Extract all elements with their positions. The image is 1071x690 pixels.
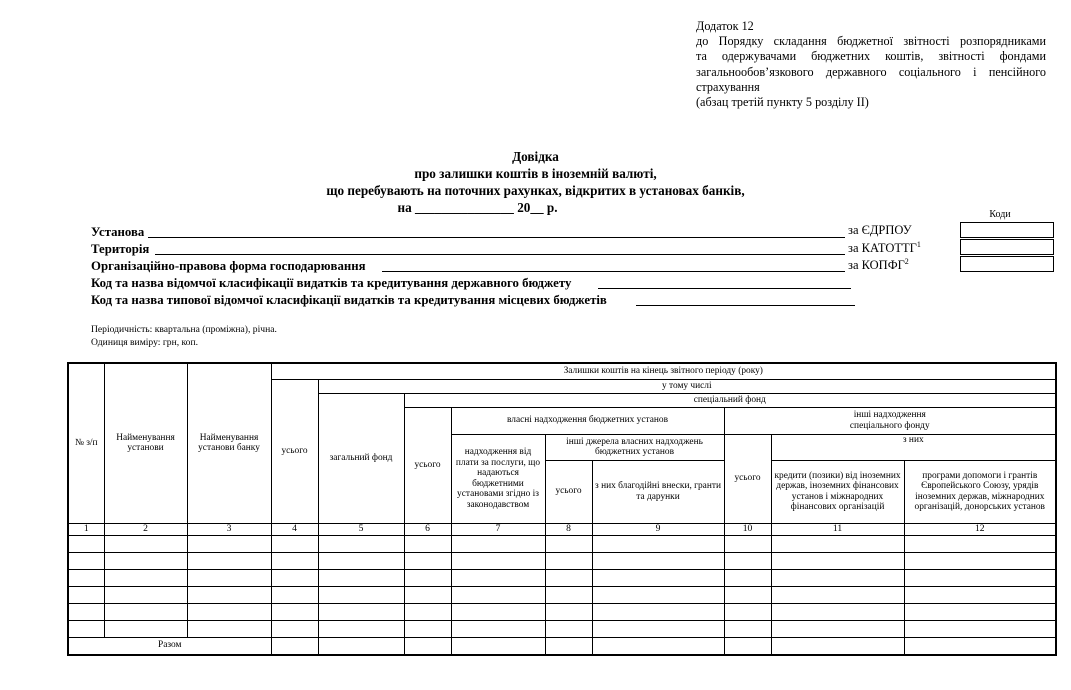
doc-subtitle: про залишки коштів в іноземній валюті, bbox=[414, 166, 657, 181]
appendix-line: до Порядку складання бюджетної звітності розпорядниками bbox=[696, 34, 1046, 49]
table-cell[interactable] bbox=[724, 535, 771, 552]
table-cell[interactable] bbox=[271, 637, 318, 655]
table-cell[interactable] bbox=[451, 569, 545, 586]
table-cell[interactable] bbox=[904, 637, 1056, 655]
table-cell[interactable] bbox=[724, 552, 771, 569]
table-cell[interactable] bbox=[104, 586, 187, 603]
table-cell[interactable] bbox=[68, 586, 104, 603]
col-number: 11 bbox=[771, 523, 904, 535]
col-header-8: усього bbox=[545, 460, 592, 523]
header-other-own-sources: інші джерела власних надходжень бюджетних установ bbox=[545, 434, 724, 460]
table-cell[interactable] bbox=[404, 552, 451, 569]
table-cell[interactable] bbox=[545, 603, 592, 620]
col-header-9: з них благодійні внески, гранти та дарунки bbox=[592, 460, 724, 523]
col-header-6: усього bbox=[404, 407, 451, 523]
dept-code-state-line[interactable] bbox=[598, 288, 851, 289]
table-row bbox=[68, 603, 1056, 620]
col-header-11: кредити (позики) від іноземних держав, іноземних фінансових установ і міжнародних фінансових організацій bbox=[771, 460, 904, 523]
report-date: на _______________ 20__ р. bbox=[397, 200, 558, 215]
col-number: 6 bbox=[404, 523, 451, 535]
field-dept-code-local-label: Код та назва типової відомчої класифікації видатків та кредитування місцевих бюджетів bbox=[91, 293, 607, 307]
table-cell[interactable] bbox=[545, 535, 592, 552]
table-cell[interactable] bbox=[271, 552, 318, 569]
table-cell[interactable] bbox=[451, 586, 545, 603]
table-cell[interactable] bbox=[724, 603, 771, 620]
col-number: 8 bbox=[545, 523, 592, 535]
table-cell[interactable] bbox=[187, 586, 271, 603]
table-cell[interactable] bbox=[592, 637, 724, 655]
header-other-revenues bbox=[724, 407, 1056, 434]
table-cell[interactable] bbox=[545, 552, 592, 569]
table-cell[interactable] bbox=[404, 637, 451, 655]
appendix-line: загальнообов’язкового державного соціального і пенсійного bbox=[696, 64, 1046, 79]
table-cell[interactable] bbox=[318, 620, 404, 637]
col-header-4: усього bbox=[271, 379, 318, 523]
code-box-katottg[interactable] bbox=[960, 239, 1054, 255]
col-number: 4 bbox=[271, 523, 318, 535]
table-cell[interactable] bbox=[404, 569, 451, 586]
table-cell[interactable] bbox=[904, 586, 1056, 603]
code-box-edrpou[interactable] bbox=[960, 222, 1054, 238]
table-cell[interactable] bbox=[724, 569, 771, 586]
total-row bbox=[68, 637, 1056, 655]
territory-line[interactable] bbox=[155, 254, 845, 255]
col-header-3: Найменування установи банку bbox=[187, 363, 271, 523]
table-cell[interactable] bbox=[187, 552, 271, 569]
institution-line[interactable] bbox=[148, 237, 845, 238]
report-table bbox=[67, 362, 1057, 656]
table-cell[interactable] bbox=[318, 603, 404, 620]
table-row bbox=[68, 620, 1056, 637]
table-cell[interactable] bbox=[404, 586, 451, 603]
table-cell[interactable] bbox=[68, 569, 104, 586]
table-cell[interactable] bbox=[545, 637, 592, 655]
table-cell[interactable] bbox=[68, 552, 104, 569]
codes-label: Коди bbox=[989, 209, 1011, 220]
table-cell[interactable] bbox=[545, 586, 592, 603]
table-cell[interactable] bbox=[318, 552, 404, 569]
table-cell[interactable] bbox=[771, 586, 904, 603]
kopfg-label: за КОПФГ$^2$ bbox=[848, 257, 909, 273]
table-cell[interactable] bbox=[404, 620, 451, 637]
table-cell[interactable] bbox=[187, 535, 271, 552]
col-number: 9 bbox=[592, 523, 724, 535]
header-other-revenues-l1: інші надходження bbox=[853, 410, 926, 420]
table-cell[interactable] bbox=[404, 603, 451, 620]
table-cell[interactable] bbox=[104, 552, 187, 569]
table-cell[interactable] bbox=[592, 620, 724, 637]
col-header-12: програми допомоги і грантів Європейського Союзу, урядів іноземних держав, міжнародних організацій, донорських установ bbox=[904, 460, 1056, 523]
table-cell[interactable] bbox=[451, 552, 545, 569]
table-cell[interactable] bbox=[104, 620, 187, 637]
legal-form-line[interactable] bbox=[382, 271, 845, 272]
table-cell[interactable] bbox=[187, 603, 271, 620]
col-header-1: № з/п bbox=[68, 363, 104, 523]
table-cell[interactable] bbox=[318, 586, 404, 603]
table-cell[interactable] bbox=[68, 535, 104, 552]
table-cell[interactable] bbox=[318, 637, 404, 655]
table-cell[interactable] bbox=[592, 569, 724, 586]
appendix-line: страхування bbox=[696, 79, 760, 94]
table-row bbox=[68, 535, 1056, 552]
appendix-note bbox=[696, 19, 1046, 110]
col-header-2: Найменування установи bbox=[104, 363, 187, 523]
table-cell[interactable] bbox=[724, 620, 771, 637]
table-cell[interactable] bbox=[592, 552, 724, 569]
field-institution-label: Установа bbox=[91, 225, 145, 239]
table-cell[interactable] bbox=[904, 552, 1056, 569]
table-cell[interactable] bbox=[904, 535, 1056, 552]
table-cell[interactable] bbox=[592, 603, 724, 620]
table-cell[interactable] bbox=[724, 586, 771, 603]
table-cell[interactable] bbox=[771, 637, 904, 655]
col-number: 2 bbox=[104, 523, 187, 535]
table-cell[interactable] bbox=[271, 535, 318, 552]
field-territory-label: Територія bbox=[91, 242, 150, 256]
total-label: Разом bbox=[68, 637, 271, 655]
table-cell[interactable] bbox=[271, 620, 318, 637]
field-dept-code-state-label: Код та назва відомчої класифікації видатків та кредитування державного бюджету bbox=[91, 276, 572, 290]
doc-subtitle: що перебувають на поточних рахунках, відкритих в установах банків, bbox=[326, 183, 745, 198]
table-cell[interactable] bbox=[592, 586, 724, 603]
field-legal-form-label: Організаційно-правова форма господарювання bbox=[91, 259, 366, 273]
header-remaining-funds: Залишки коштів на кінець звітного періоду (року) bbox=[271, 363, 1056, 379]
col-number: 3 bbox=[187, 523, 271, 535]
table-cell[interactable] bbox=[545, 569, 592, 586]
katottg-label: за КАТОТТГ$^1$ bbox=[848, 240, 921, 256]
table-cell[interactable] bbox=[771, 569, 904, 586]
table-cell[interactable] bbox=[187, 569, 271, 586]
dept-code-local-line[interactable] bbox=[636, 305, 855, 306]
table-cell[interactable] bbox=[68, 620, 104, 637]
col-header-10: усього bbox=[724, 434, 771, 523]
table-cell[interactable] bbox=[104, 569, 187, 586]
table-cell[interactable] bbox=[771, 535, 904, 552]
table-cell[interactable] bbox=[724, 637, 771, 655]
table-cell[interactable] bbox=[318, 535, 404, 552]
table-row bbox=[68, 552, 1056, 569]
table-cell[interactable] bbox=[545, 620, 592, 637]
doc-title: Довідка bbox=[512, 149, 559, 164]
table-cell[interactable] bbox=[104, 535, 187, 552]
col-header-5: загальний фонд bbox=[318, 393, 404, 523]
table-cell[interactable] bbox=[904, 620, 1056, 637]
table-cell[interactable] bbox=[104, 603, 187, 620]
periodicity: Періодичність: квартальна (проміжна), річна. bbox=[91, 324, 277, 335]
col-number: 1 bbox=[68, 523, 104, 535]
table-cell[interactable] bbox=[271, 569, 318, 586]
table-cell[interactable] bbox=[404, 535, 451, 552]
table-cell[interactable] bbox=[592, 535, 724, 552]
table-cell[interactable] bbox=[771, 603, 904, 620]
table-cell[interactable] bbox=[771, 552, 904, 569]
col-number: 5 bbox=[318, 523, 404, 535]
edrpou-label: за ЄДРПОУ bbox=[848, 223, 912, 237]
table-row bbox=[68, 569, 1056, 586]
col-number: 10 bbox=[724, 523, 771, 535]
table-cell[interactable] bbox=[451, 620, 545, 637]
table-cell[interactable] bbox=[771, 620, 904, 637]
header-including: у тому числі bbox=[318, 379, 1056, 393]
table-cell[interactable] bbox=[904, 569, 1056, 586]
appendix-line: Додаток 12 bbox=[696, 19, 754, 33]
appendix-line: (абзац третій пункту 5 розділу II) bbox=[696, 95, 869, 110]
unit-of-measure: Одиниця виміру: грн, коп. bbox=[91, 337, 199, 348]
table-cell[interactable] bbox=[68, 603, 104, 620]
table-row bbox=[68, 586, 1056, 603]
col-header-7: надходження від плати за послуги, що надаються бюджетними установами згідно із законодавством bbox=[451, 434, 545, 523]
header-own-revenues: власні надходження бюджетних установ bbox=[451, 407, 724, 434]
table-cell[interactable] bbox=[187, 620, 271, 637]
header-of-them: з них bbox=[771, 434, 1056, 460]
col-number: 7 bbox=[451, 523, 545, 535]
col-number: 12 bbox=[904, 523, 1056, 535]
table-cell[interactable] bbox=[271, 586, 318, 603]
header-other-revenues-l2: спеціального фонду bbox=[849, 420, 930, 431]
table-cell[interactable] bbox=[451, 637, 545, 655]
header-special-fund: спеціальний фонд bbox=[404, 393, 1056, 407]
code-box-kopfg[interactable] bbox=[960, 256, 1054, 272]
table-cell[interactable] bbox=[271, 603, 318, 620]
appendix-line: та одержувачами бюджетних коштів, звітності фондами bbox=[696, 49, 1046, 64]
table-cell[interactable] bbox=[318, 569, 404, 586]
table-cell[interactable] bbox=[451, 603, 545, 620]
table-cell[interactable] bbox=[451, 535, 545, 552]
table-cell[interactable] bbox=[904, 603, 1056, 620]
